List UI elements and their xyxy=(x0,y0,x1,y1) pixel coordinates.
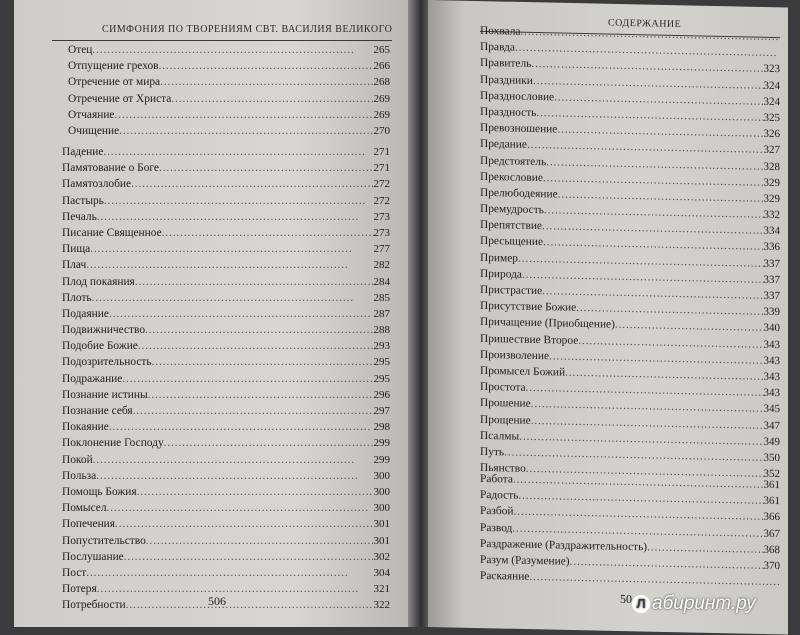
toc-entry-title: Правда xyxy=(480,41,515,54)
toc-entry-page: 288 xyxy=(373,324,390,337)
toc-entry-title: Пристрастие xyxy=(480,283,543,298)
toc-leader-dots xyxy=(145,322,373,338)
toc-entry-page: 284 xyxy=(373,275,390,288)
watermark-text: абиринт.ру xyxy=(652,593,756,614)
toc-entry-page: 271 xyxy=(373,162,390,175)
toc-entry-page: 343 xyxy=(763,386,780,400)
toc-entry-page: 269 xyxy=(373,92,390,105)
toc-leader-dots xyxy=(135,274,374,290)
toc-entry-page: 298 xyxy=(373,421,390,434)
toc-entry-page: 321 xyxy=(373,583,390,596)
toc-entry xyxy=(62,533,390,549)
left-toc-group-1 xyxy=(68,42,390,139)
left-running-head: СИМФОНИЯ ПО ТВОРЕНИЯМ СВТ. ВАСИЛИЯ ВЕЛИКОГО xyxy=(102,24,393,35)
toc-leader-dots xyxy=(162,225,374,241)
toc-entry-title: Подвижничество xyxy=(62,324,146,337)
toc-entry-title: Подобие Божие xyxy=(62,340,138,353)
toc-entry-page: 270 xyxy=(373,124,390,137)
toc-entry-title: Раздражение (Раздражительность) xyxy=(480,537,648,554)
toc-entry-page: 329 xyxy=(763,176,780,189)
toc-leader-dots xyxy=(97,209,374,225)
toc-entry-page: 296 xyxy=(373,388,390,401)
toc-entry-title: Работа xyxy=(480,472,513,486)
toc-entry xyxy=(62,452,390,468)
toc-entry-title: Помощь Божия xyxy=(62,485,137,498)
toc-leader-dots xyxy=(109,419,374,435)
toc-leader-dots xyxy=(107,500,374,516)
toc-entry-title: Произволение xyxy=(480,348,550,363)
toc-entry-page: 337 xyxy=(763,273,780,286)
toc-leader-dots xyxy=(109,306,374,322)
toc-entry-page: 295 xyxy=(373,356,390,369)
toc-entry-page: 343 xyxy=(763,354,780,367)
toc-entry-page: 297 xyxy=(373,405,390,417)
toc-entry-page: 366 xyxy=(763,511,780,524)
toc-leader-dots xyxy=(137,484,374,500)
toc-leader-dots xyxy=(86,565,373,581)
toc-entry-page: 287 xyxy=(373,307,390,320)
toc-entry-page: 265 xyxy=(373,44,390,56)
toc-leader-dots xyxy=(146,533,374,549)
toc-entry-title: Плод покаяния xyxy=(62,275,135,288)
toc-entry-page: 268 xyxy=(373,76,390,89)
toc-entry xyxy=(68,74,390,90)
toc-entry-title: Пришествие Второе xyxy=(480,332,579,347)
toc-entry-title: Отречение от Христа xyxy=(68,92,172,105)
toc-entry-title: Пастырь xyxy=(62,194,104,207)
toc-entry-page: 304 xyxy=(373,566,390,579)
toc-entry-page: 300 xyxy=(373,469,390,482)
toc-entry xyxy=(62,435,390,451)
toc-entry-title: Разум (Разумение) xyxy=(480,553,570,568)
toc-entry-title: Помысел xyxy=(62,502,107,515)
toc-entry xyxy=(62,403,390,419)
toc-entry xyxy=(62,371,390,387)
toc-leader-dots xyxy=(93,452,374,468)
toc-entry-page: 339 xyxy=(763,305,780,319)
toc-entry xyxy=(62,581,390,597)
toc-leader-dots xyxy=(103,144,373,160)
right-toc-group-1 xyxy=(480,23,780,483)
toc-entry-title: Пост xyxy=(62,566,87,579)
toc-entry-page: 282 xyxy=(373,259,390,272)
toc-entry-title: Радость xyxy=(480,489,519,502)
toc-leader-dots xyxy=(138,338,374,354)
toc-entry-title: Попечения xyxy=(62,518,116,531)
toc-entry-title: Поклонение Господу xyxy=(62,437,164,450)
toc-entry xyxy=(62,274,390,290)
toc-leader-dots xyxy=(160,74,373,90)
toc-entry-page: 327 xyxy=(763,144,780,157)
toc-entry-title: Польза xyxy=(62,469,97,482)
toc-entry-title: Препятствие xyxy=(480,219,542,233)
toc-leader-dots xyxy=(97,581,374,597)
toc-leader-dots xyxy=(124,549,374,565)
toc-entry-page: 350 xyxy=(763,451,780,464)
toc-entry-title: Печаль xyxy=(62,210,97,223)
toc-leader-dots xyxy=(126,597,374,613)
toc-entry-page: 361 xyxy=(763,478,780,492)
toc-entry-page: 352 xyxy=(763,467,780,481)
toc-entry-page: 337 xyxy=(763,289,780,303)
toc-entry-title: Покой xyxy=(62,453,93,466)
toc-entry-page: 273 xyxy=(373,226,390,239)
toc-entry-title: Пример xyxy=(480,251,518,265)
toc-entry-page: 336 xyxy=(763,241,780,254)
right-running-head: СОДЕРЖАНИЕ xyxy=(608,17,682,31)
toc-entry-title: Отчаяние xyxy=(68,108,115,121)
toc-entry xyxy=(62,160,390,176)
labirint-logo-icon: Л xyxy=(632,595,650,613)
toc-entry xyxy=(62,354,390,370)
toc-entry-page: 277 xyxy=(373,243,390,256)
toc-entry-page: 326 xyxy=(763,127,780,141)
toc-entry-page: 343 xyxy=(763,338,780,351)
toc-entry-title: Подражание xyxy=(62,372,123,385)
toc-leader-dots xyxy=(148,387,374,403)
toc-entry xyxy=(62,468,390,484)
toc-entry-page: 299 xyxy=(373,437,390,450)
toc-entry-page: 340 xyxy=(763,322,780,335)
toc-leader-dots xyxy=(119,123,373,139)
toc-leader-dots xyxy=(133,403,374,419)
toc-leader-dots xyxy=(96,468,373,484)
toc-entry-title: Отречение от мира xyxy=(68,76,161,89)
toc-entry xyxy=(62,419,390,435)
toc-entry-page: 295 xyxy=(373,372,390,385)
toc-entry-page: 329 xyxy=(763,192,780,205)
toc-entry xyxy=(62,387,390,403)
toc-entry-page: 301 xyxy=(373,534,390,547)
toc-entry-title: Писание Священное xyxy=(62,226,162,239)
toc-entry xyxy=(62,338,390,354)
toc-entry-page: 272 xyxy=(373,194,390,207)
toc-entry-title: Потеря xyxy=(62,583,97,596)
toc-entry xyxy=(68,107,390,123)
toc-entry-title: Отец xyxy=(68,44,93,56)
toc-entry-title: Разбой xyxy=(480,505,514,518)
toc-leader-dots xyxy=(104,193,374,209)
toc-entry-page: 273 xyxy=(373,210,390,223)
toc-leader-dots xyxy=(122,371,373,387)
toc-entry-page: 328 xyxy=(763,160,780,173)
left-head-rule xyxy=(52,40,392,41)
toc-leader-dots xyxy=(92,42,373,58)
toc-leader-dots xyxy=(115,516,373,532)
toc-entry-page: 343 xyxy=(763,370,780,384)
toc-entry xyxy=(62,144,390,160)
toc-entry-title: Подозрительность xyxy=(62,356,152,369)
toc-entry-title: Похвала xyxy=(480,24,521,38)
toc-entry-page: 300 xyxy=(373,485,390,498)
toc-entry-page: 361 xyxy=(763,494,780,508)
toc-entry-title: Плоть xyxy=(62,291,92,304)
right-page-number: 50 xyxy=(620,591,632,607)
toc-entry-page: 332 xyxy=(763,208,780,222)
toc-entry-page: 368 xyxy=(763,543,780,556)
toc-entry-page: 367 xyxy=(763,527,780,540)
toc-entry-title: Правитель xyxy=(480,57,532,71)
toc-entry xyxy=(68,91,390,107)
toc-entry xyxy=(62,565,390,581)
toc-entry-title: Причащение (Приобщение) xyxy=(480,316,615,332)
toc-entry xyxy=(62,549,390,565)
toc-leader-dots xyxy=(164,435,374,451)
toc-entry xyxy=(62,306,390,322)
toc-entry-title: Прощение xyxy=(480,413,531,427)
toc-entry xyxy=(62,484,390,500)
left-toc-group-2 xyxy=(62,144,390,613)
toc-entry-title: Простота xyxy=(480,380,526,394)
toc-entry-page: 349 xyxy=(763,435,780,448)
toc-leader-dots xyxy=(86,257,373,273)
toc-leader-dots xyxy=(114,107,373,123)
toc-entry-title: Природа xyxy=(480,267,522,281)
toc-entry xyxy=(62,597,390,613)
toc-entry-title: Плач xyxy=(62,259,87,272)
toc-entry-page: 337 xyxy=(763,257,780,270)
toc-entry-title: Праздники xyxy=(480,73,533,87)
toc-entry xyxy=(68,58,390,74)
toc-entry xyxy=(62,322,390,338)
toc-entry-title: Падение xyxy=(62,146,104,158)
toc-entry xyxy=(62,500,390,516)
toc-leader-dots xyxy=(92,290,374,306)
toc-entry-title: Покаяние xyxy=(62,421,109,434)
toc-entry-page: 272 xyxy=(373,178,390,191)
toc-entry xyxy=(62,290,390,306)
toc-entry-title: Присутствие Божие xyxy=(480,300,577,315)
toc-entry-title: Прекословие xyxy=(480,170,543,184)
toc-entry xyxy=(62,241,390,257)
toc-entry-page: 322 xyxy=(373,599,390,612)
toc-entry-title: Попустительство xyxy=(62,534,146,547)
toc-entry-page: 302 xyxy=(373,550,390,563)
toc-entry xyxy=(68,123,390,139)
toc-entry-title: Очищение xyxy=(68,124,120,137)
toc-leader-dots xyxy=(131,176,373,192)
toc-entry-page: 345 xyxy=(763,403,780,416)
toc-entry-title: Памятозлобие xyxy=(62,178,132,191)
toc-entry-title: Развод xyxy=(480,521,513,535)
toc-entry-title: Псалмы xyxy=(480,429,520,443)
toc-entry-title: Праздность xyxy=(480,105,537,119)
toc-entry-title: Послушание xyxy=(62,550,124,563)
right-toc-group-2 xyxy=(480,471,780,591)
toc-entry xyxy=(68,42,390,58)
toc-entry-title: Промысел Божий xyxy=(480,364,566,379)
toc-entry-title: Празднословие xyxy=(480,89,555,104)
toc-entry-page: 300 xyxy=(373,502,390,515)
left-page-number: 506 xyxy=(208,594,226,608)
toc-entry xyxy=(62,225,390,241)
toc-entry-page: 370 xyxy=(763,559,780,573)
toc-entry-title: Потребности xyxy=(62,599,126,612)
toc-entry xyxy=(62,516,390,532)
toc-leader-dots xyxy=(171,91,373,107)
toc-entry-page: 293 xyxy=(373,340,390,353)
toc-entry-title: Раскаяние xyxy=(480,569,530,583)
toc-entry-title: Пища xyxy=(62,243,91,256)
toc-entry-page: 325 xyxy=(763,111,780,125)
toc-entry-title: Предание xyxy=(480,138,527,152)
toc-entry-page: 324 xyxy=(763,95,780,108)
toc-entry-title: Памятование о Боге xyxy=(62,162,159,175)
toc-entry-page: 266 xyxy=(373,60,390,73)
toc-entry-page: 269 xyxy=(373,108,390,121)
toc-entry xyxy=(62,257,390,273)
toc-entry-title: Познание себя xyxy=(62,405,133,417)
toc-entry xyxy=(62,176,390,192)
watermark xyxy=(632,593,756,615)
toc-entry-page: 323 xyxy=(763,63,780,76)
toc-entry-page: 334 xyxy=(763,225,780,238)
toc-entry-title: Прошение xyxy=(480,397,531,411)
toc-entry xyxy=(62,193,390,209)
toc-entry-title: Подаяние xyxy=(62,307,109,320)
toc-entry-page: 285 xyxy=(373,291,390,304)
toc-entry-title: Пресыщение xyxy=(480,235,544,249)
toc-entry-title: Премудрость xyxy=(480,202,544,217)
toc-entry-page: 301 xyxy=(373,518,390,531)
toc-leader-dots xyxy=(152,354,374,370)
toc-entry-page: 324 xyxy=(763,79,780,92)
toc-entry-title: Отпущение грехов xyxy=(68,60,159,73)
toc-entry-page: 347 xyxy=(763,419,780,432)
toc-entry-page: 271 xyxy=(373,146,390,158)
toc-leader-dots xyxy=(159,58,374,74)
toc-entry-title: Пьянство xyxy=(480,461,526,475)
right-page-content xyxy=(440,0,800,635)
toc-entry-page: 299 xyxy=(373,453,390,466)
toc-entry-title: Путь xyxy=(480,445,505,459)
toc-entry-title: Превозношение xyxy=(480,121,558,136)
toc-leader-dots xyxy=(159,160,374,176)
toc-entry-title: Предстоятель xyxy=(480,154,547,168)
toc-entry-title: Познание истины xyxy=(62,388,148,401)
toc-leader-dots xyxy=(90,241,373,257)
toc-entry xyxy=(62,209,390,225)
toc-entry-title: Прелюбодеяние xyxy=(480,186,558,201)
